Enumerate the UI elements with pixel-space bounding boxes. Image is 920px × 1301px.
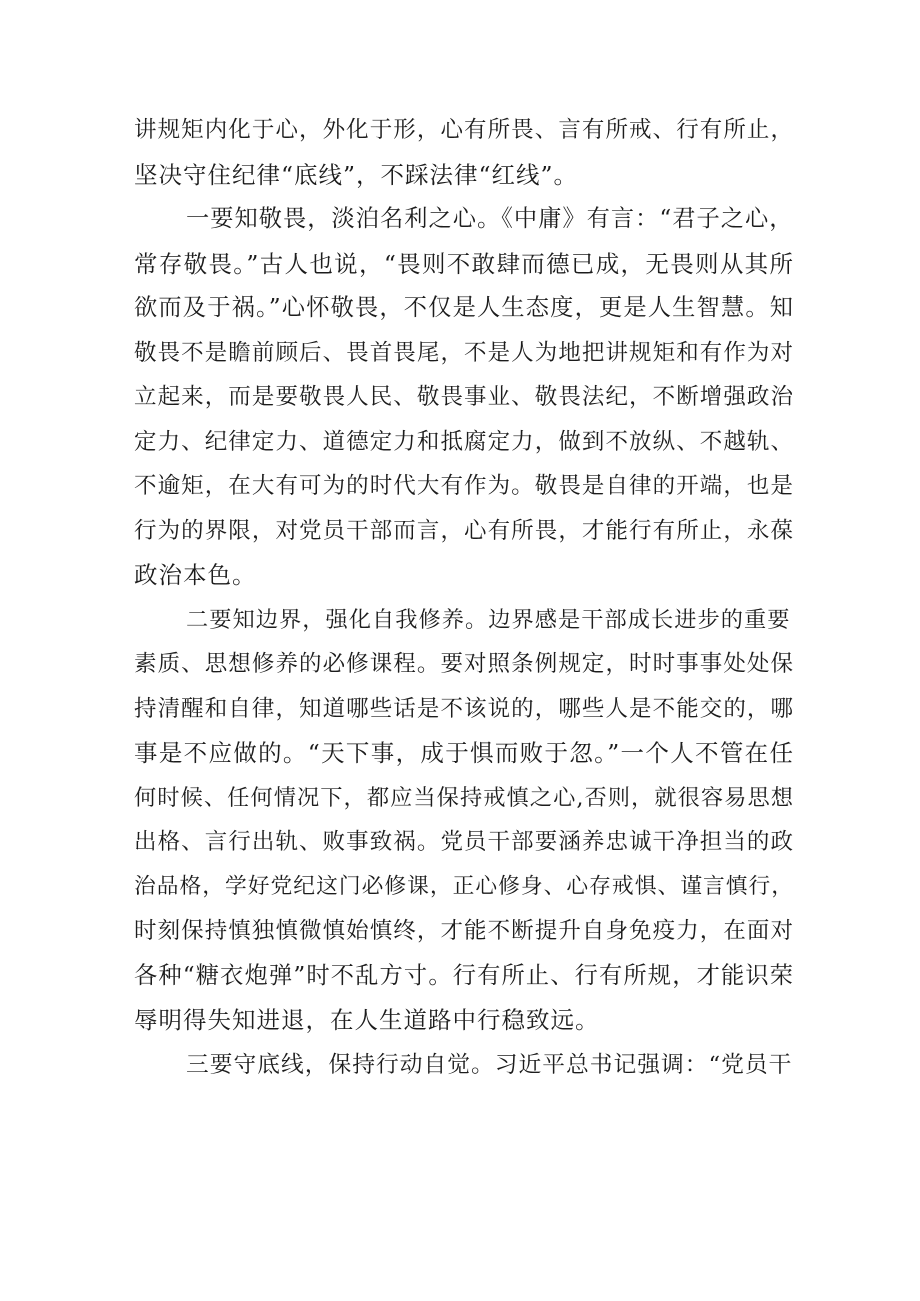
text-line: 出格、言行出轨、败事致祸。党员干部要涵养忠诚干净担当的政 xyxy=(134,829,794,855)
text-line: 定力、纪律定力、道德定力和抵腐定力，做到不放纵、不越轨、 xyxy=(134,428,794,455)
text-line: 二要知边界，强化自我修养。边界感是干部成长进步的重要 xyxy=(186,606,791,633)
text-line: 治品格，学好党纪这门必修课，正心修身、心存戒惧、谨言慎行， xyxy=(134,873,794,899)
text-line: 时刻保持慎独慎微慎始慎终，才能不断提升自身免疫力，在面对 xyxy=(134,918,794,944)
text-line: 辱明得失知进退，在人生道路中行稳致远。 xyxy=(134,1006,600,1034)
text-line: 事是不应做的。“天下事，成于惧而败于忽。”一个人不管在任 xyxy=(134,739,794,767)
text-line: 立起来，而是要敬畏人民、敬畏事业、敬畏法纪，不断增强政治 xyxy=(134,384,794,410)
text-line: 一要知敬畏，淡泊名利之心。《中庸》有言：“君子之心， xyxy=(186,205,794,232)
text-line: 政治本色。 xyxy=(134,561,257,589)
document-body xyxy=(134,108,794,1087)
text-line: 何时候、任何情况下，都应当保持戒慎之心,否则，就很容易思想 xyxy=(134,784,794,811)
text-line: 三要守底线，保持行动自觉。习近平总书记强调：“党员干 xyxy=(186,1051,793,1078)
text-line: 欲而及于祸。”心怀敬畏，不仅是人生态度，更是人生智慧。知 xyxy=(134,294,794,321)
text-line: 行为的界限，对党员干部而言，心有所畏，才能行有所止，永葆 xyxy=(134,517,794,544)
text-line: 讲规矩内化于心，外化于形，心有所畏、言有所戒、行有所止， xyxy=(134,117,794,143)
text-line: 坚决守住纪律“底线”，不踩法律“红线”。 xyxy=(134,160,579,189)
text-line: 素质、思想修养的必修课程。要对照条例规定，时时事事处处保 xyxy=(134,651,794,677)
text-line: 持清醒和自律，知道哪些话是不该说的，哪些人是不能交的，哪 xyxy=(134,695,794,722)
text-line: 不逾矩，在大有可为的时代大有作为。敬畏是自律的开端，也是 xyxy=(134,473,794,499)
text-line: 各种“糖衣炮弹”时不乱方寸。行有所止、行有所规，才能识荣 xyxy=(134,961,794,989)
text-line: 敬畏不是瞻前顾后、畏首畏尾，不是人为地把讲规矩和有作为对 xyxy=(134,339,794,366)
text-line: 常存敬畏。”古人也说，“畏则不敢肆而德已成，无畏则从其所 xyxy=(134,249,794,278)
